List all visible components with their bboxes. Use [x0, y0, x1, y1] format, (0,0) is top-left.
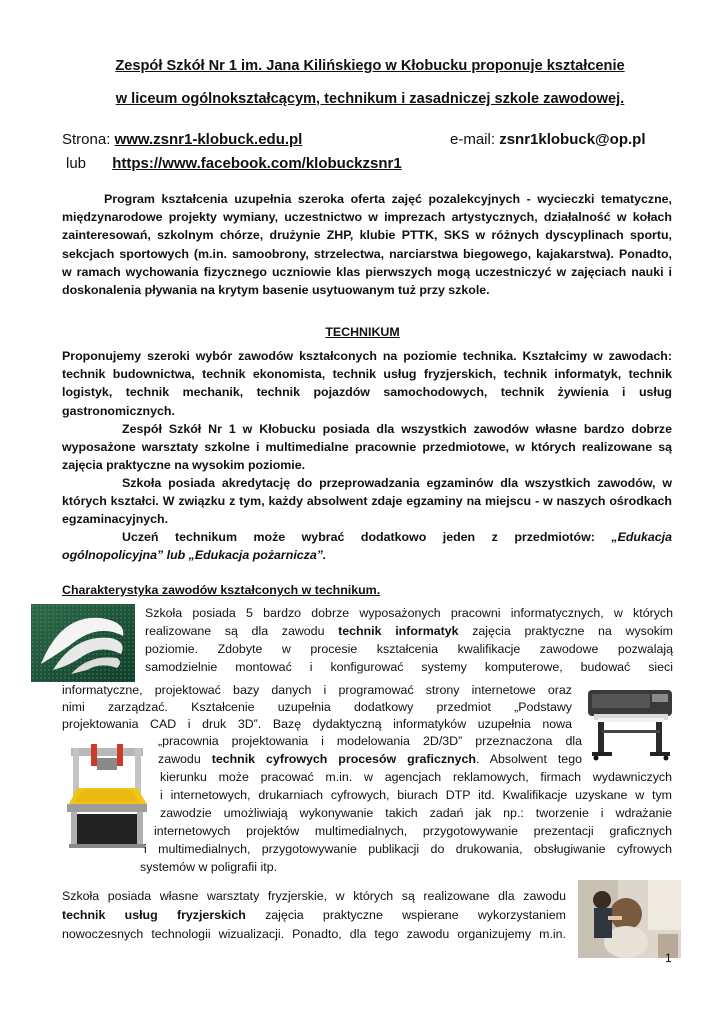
heading-line-1: Zespół Szkół Nr 1 im. Jana Kilińskiego w Kłobucku proponuje kształcenie [115, 58, 625, 74]
informatyk-line-4: samodzielnie montować i konfigurować systemy komputerowe, budować sieci [145, 660, 673, 674]
fryzjer-line-3: nowoczesnych technologii wizualizacji. Ponadto, dla tego zawodu organizujemy m.in. [62, 927, 566, 941]
site-label: Strona: [62, 131, 111, 148]
informatyk-line-5: informatyczne, projektować bazy danych i programować strony internetowe oraz [62, 683, 572, 697]
characteristics-title: Charakterystyka zawodów kształconych w technikum. [62, 583, 381, 597]
email-label: e-mail: [450, 131, 496, 148]
contact-site [62, 131, 302, 148]
heading-line-2: w liceum ogólnokształcącym, technikum i zasadniczej szkole zawodowej. [115, 91, 625, 107]
grafik-line-1: „pracownia projektowania i modelowania 2D/3D” przeznaczona dla [158, 734, 582, 748]
contact-facebook [66, 155, 402, 172]
informatyk-line-7: projektowania CAD i druk 3D”. Bazę dydaktyczną informatyków uzupełnia nowa [62, 717, 572, 731]
grafik-line-2: zawodu technik cyfrowych procesów graficznych. Absolwent tego [158, 752, 582, 766]
or-label: lub [66, 155, 87, 172]
grafik-line-7: i multimedialnych, przygotowywanie publikacji do drukowania, obsługiwanie cyfrowych [144, 842, 672, 856]
fryzjer-line-2: technik usług fryzjerskich zajęcia praktyczne wspierane wykorzystaniem [62, 908, 566, 922]
technikum-paragraph-2 [62, 420, 672, 475]
page-number: 1 [665, 951, 672, 965]
informatics-logo-image [31, 604, 135, 682]
informatyk-line-6: nimi zarządzać. Kształcenie uzupełnia dodatkowy przedmiot „Podstawy [62, 700, 572, 714]
informatyk-line-2: realizowane są dla zawodu technik informatyk zajęcia praktyczne na wysokim [145, 624, 673, 638]
grafik-line-6: internetowych projektów multimedialnych, przygotowywanie prezentacji graficznych [154, 824, 672, 838]
informatyk-line-1: Szkoła posiada 5 bardzo dobrze wyposażonych pracowni informatycznych, w których [145, 606, 673, 620]
grafik-line-8: systemów w poligrafii itp. [140, 860, 278, 874]
facebook-link[interactable]: https://www.facebook.com/klobuckzsnr1 [112, 155, 402, 172]
informatyk-line-3: poziomie. Zdobyte w procesie kształcenia kwalifikacje zawodowe pozwalają [145, 642, 673, 656]
intro-paragraph [62, 190, 672, 299]
hairdresser-photo [578, 880, 681, 958]
intro-text: Program kształcenia uzupełnia szeroka oferta zajęć pozalekcyjnych - wycieczki tematyczne, międzynarodowe projekty wymiany, uczestnictwo w imprezach artystycznych, działalność w kołach zainteresowań, szkolnym chórze, drużynie ZHP, klubie PTTK, SKS w różnych dyscyplinach sportu, sekcjach sportowych (m.in. samoobrony, strzelectwa, narciarstwa biegowego, kajakarstwa). Ponadto, w ramach wychowania fizycznego uczniowie klas pierwszych mogą uczestniczyć w zajęciach nauki i doskonalenia pływania na krytym basenie usytuowanym tuż przy szkole. [62, 192, 672, 298]
site-link[interactable]: www.zsnr1-klobuck.edu.pl [114, 131, 303, 148]
grafik-line-4: i internetowych, drukarniach cyfrowych, biurach DTP itd. Kwalifikacje uzyskane w tym [160, 788, 672, 802]
grafik-line-3: kierunku może pracować m.in. w agencjach reklamowych, firmach wydawniczych [160, 770, 672, 784]
technikum-title: TECHNIKUM [325, 325, 400, 339]
technikum-p4-italic: „Edukacja ogólnopolicyjna” lub „Edukacja pożarnicza”. [62, 530, 672, 563]
fryzjer-line-1: Szkoła posiada własne warsztaty fryzjerskie, w których są realizowane dla zawodu [62, 889, 566, 903]
grafik-line-5: zawodzie umożliwiają wykonywanie takich zadań jak np.: tworzenie i wdrażanie [160, 806, 672, 820]
technikum-paragraph-3 [62, 474, 672, 529]
technikum-paragraph-4 [62, 528, 672, 564]
contact-email [450, 131, 646, 148]
3d-printer-image [63, 742, 151, 852]
technikum-p2-text: Zespół Szkół Nr 1 w Kłobucku posiada dla wszystkich zawodów własne bardzo dobrze wyposażone warsztaty szkolne i multimedialne pracownie przedmiotowe, w których realizowane są zajęcia praktyczne na wysokim poziomie. [62, 422, 672, 473]
technikum-paragraph-1: Proponujemy szeroki wybór zawodów kształconych na poziomie technika. Kształcimy w zawodach: technik budownictwa, technik ekonomista, technik usług fryzjerskich, technik informatyk, technik logistyk, technik mechanik, technik pojazdów samochodowych, technik żywienia i usług gastronomicznych. [62, 349, 672, 418]
printer-image [584, 684, 680, 762]
technikum-p3-text: Szkoła posiada akredytację do przeprowadzania egzaminów dla wszystkich zawodów, w których kształci. W związku z tym, każdy absolwent zdaje egzaminy na miejscu - w naszych ośrodkach egzaminacyjnych. [62, 476, 672, 527]
technikum-p4-text: Uczeń technikum może wybrać dodatkowo jeden z przedmiotów: [122, 530, 612, 544]
email-address[interactable]: zsnr1klobuck@op.pl [499, 131, 646, 148]
